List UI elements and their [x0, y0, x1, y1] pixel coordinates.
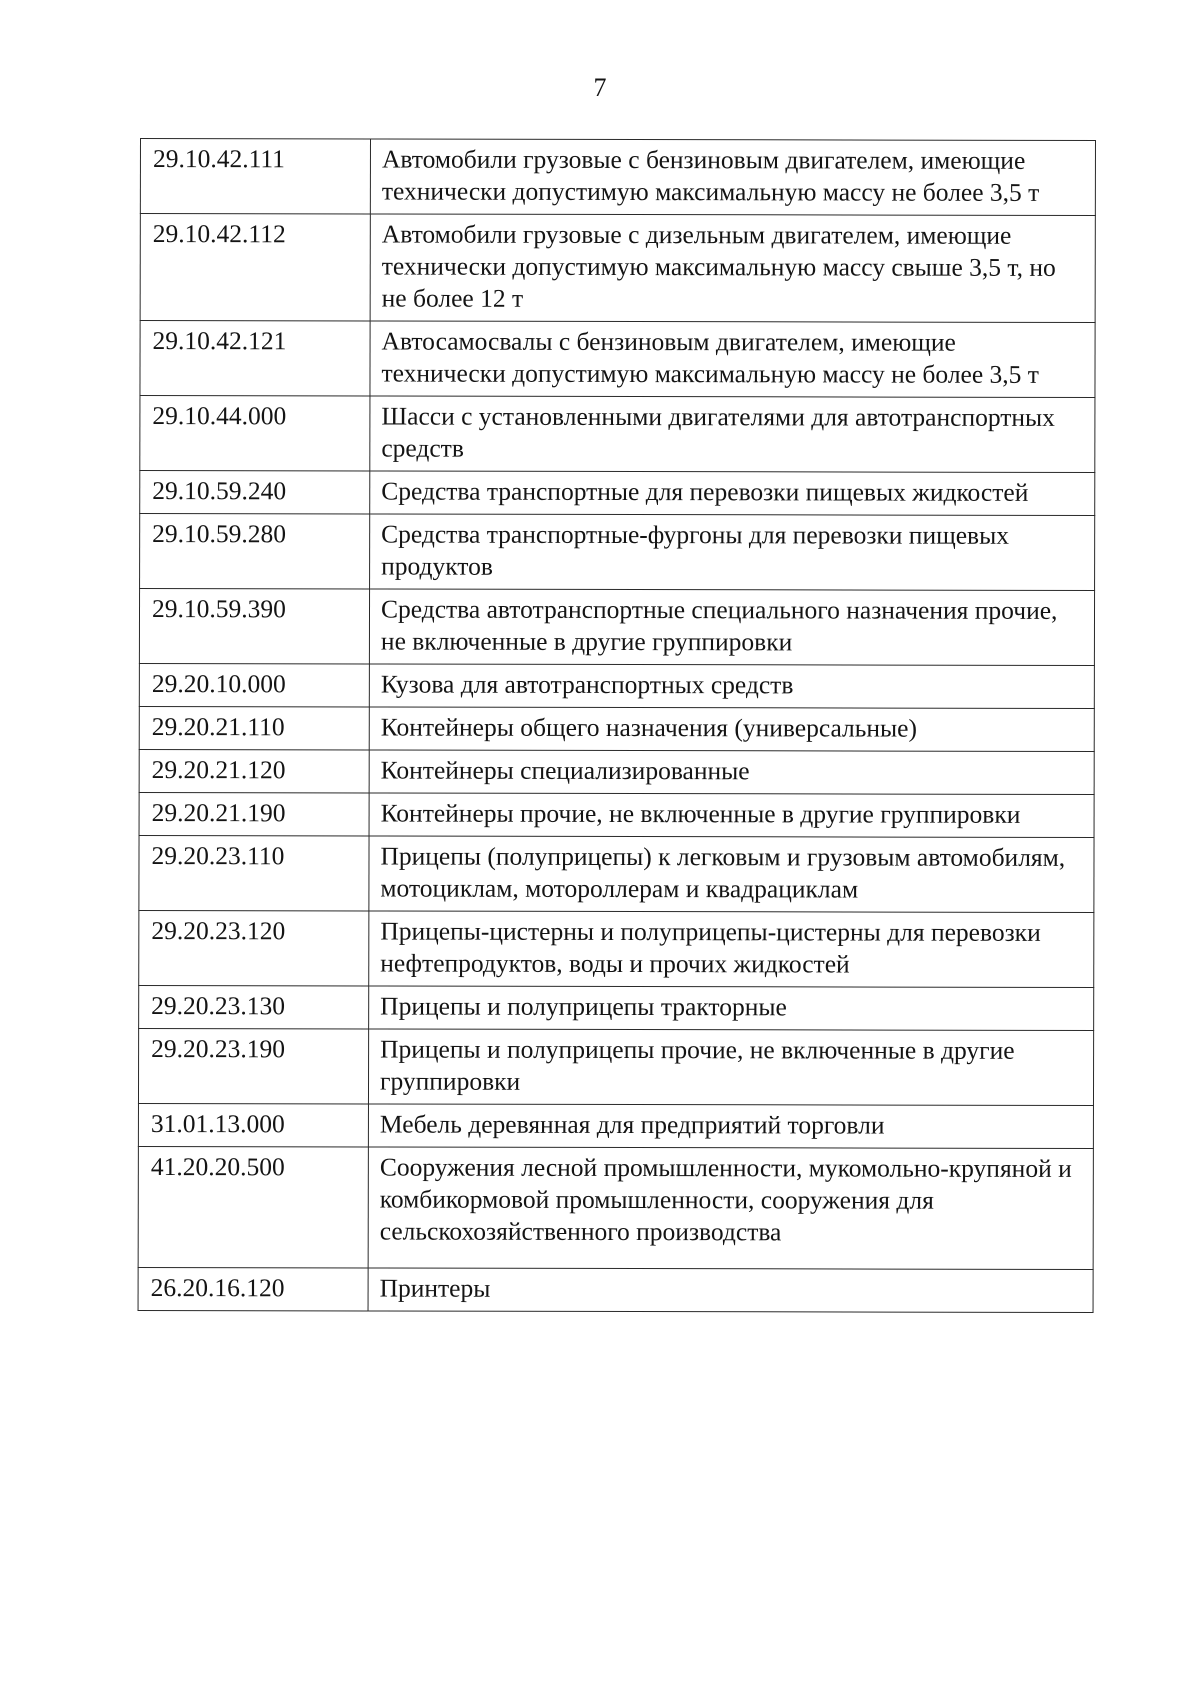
- row-code: 26.20.16.120: [138, 1267, 368, 1310]
- table-row: [140, 514, 1095, 591]
- table-row: [139, 706, 1094, 751]
- row-description: Мебель деревянная для предприятий торговли: [368, 1104, 1093, 1149]
- row-code: 41.20.20.500: [138, 1146, 368, 1267]
- table-row: [139, 835, 1094, 912]
- row-description: Контейнеры специализированные: [369, 750, 1094, 795]
- row-description: Автосамосвалы с бензиновым двигателем, имеющие технически допустимую максимальную массу не более 3,5 т: [370, 321, 1095, 398]
- row-description: Прицепы (полуприцепы) к легковым и грузовым автомобилям, мотоциклам, мотороллерам и квадрациклам: [369, 836, 1094, 913]
- row-code: 29.10.42.111: [140, 139, 370, 214]
- row-code: 29.10.44.000: [140, 396, 370, 471]
- table-row: [140, 396, 1095, 473]
- classifier-table-container: [138, 138, 1095, 1313]
- row-description: Шасси с установленными двигателями для автотранспортных средств: [370, 396, 1095, 473]
- row-description: Автомобили грузовые с дизельным двигателем, имеющие технически допустимую максимальную массу свыше 3,5 т, но не более 12 т: [370, 214, 1095, 323]
- row-description: Прицепы и полуприцепы прочие, не включенные в другие группировки: [368, 1029, 1093, 1106]
- row-code: 29.20.23.130: [139, 985, 369, 1028]
- row-description: Кузова для автотранспортных средств: [369, 664, 1094, 709]
- table-row: [140, 471, 1095, 516]
- classifier-table: [138, 138, 1096, 1313]
- table-row: [139, 749, 1094, 794]
- row-description: Принтеры: [368, 1268, 1093, 1313]
- row-code: 29.10.59.240: [140, 471, 370, 514]
- row-code: 29.20.23.120: [139, 910, 369, 985]
- table-row: [139, 792, 1094, 837]
- row-description: Автомобили грузовые с бензиновым двигателем, имеющие технически допустимую максимальную массу не более 3,5 т: [370, 139, 1095, 216]
- table-row: [138, 1028, 1093, 1105]
- table-row: [140, 214, 1095, 323]
- row-code: 29.10.42.112: [140, 214, 370, 321]
- row-description: Прицепы и полуприцепы тракторные: [369, 986, 1094, 1031]
- row-description: Сооружения лесной промышленности, мукомольно-крупяной и комбикормовой промышленности, сооружения для сельскохозяйственного производства: [368, 1147, 1093, 1270]
- row-code: 29.10.59.280: [140, 514, 370, 589]
- row-code: 29.20.21.190: [139, 792, 369, 835]
- row-description: Средства транспортные для перевозки пищевых жидкостей: [370, 471, 1095, 516]
- table-row: [139, 910, 1094, 987]
- row-code: 29.20.10.000: [139, 663, 369, 706]
- row-code: 29.10.59.390: [139, 589, 369, 664]
- page-number: 7: [593, 73, 607, 102]
- table-row: [140, 139, 1095, 216]
- row-code: 29.20.23.110: [139, 835, 369, 910]
- table-row: [139, 589, 1094, 666]
- row-description: Контейнеры общего назначения (универсальные): [369, 707, 1094, 752]
- row-description: Средства транспортные-фургоны для перевозки пищевых продуктов: [370, 514, 1095, 591]
- table-row: [139, 663, 1094, 708]
- row-description: Контейнеры прочие, не включенные в другие группировки: [369, 793, 1094, 838]
- table-row: [139, 985, 1094, 1030]
- table-row: [138, 1146, 1093, 1269]
- row-code: 29.10.42.121: [140, 321, 370, 396]
- table-row: [140, 321, 1095, 398]
- row-code: 31.01.13.000: [138, 1103, 368, 1146]
- table-row: [138, 1267, 1093, 1312]
- row-code: 29.20.21.110: [139, 706, 369, 749]
- row-code: 29.20.21.120: [139, 749, 369, 792]
- classifier-table-body: [138, 139, 1095, 1313]
- row-code: 29.20.23.190: [138, 1028, 368, 1103]
- row-description: Прицепы-цистерны и полуприцепы-цистерны для перевозки нефтепродуктов, воды и прочих жидкостей: [369, 911, 1094, 988]
- table-row: [138, 1103, 1093, 1148]
- row-description: Средства автотранспортные специального назначения прочие, не включенные в другие группировки: [369, 589, 1094, 666]
